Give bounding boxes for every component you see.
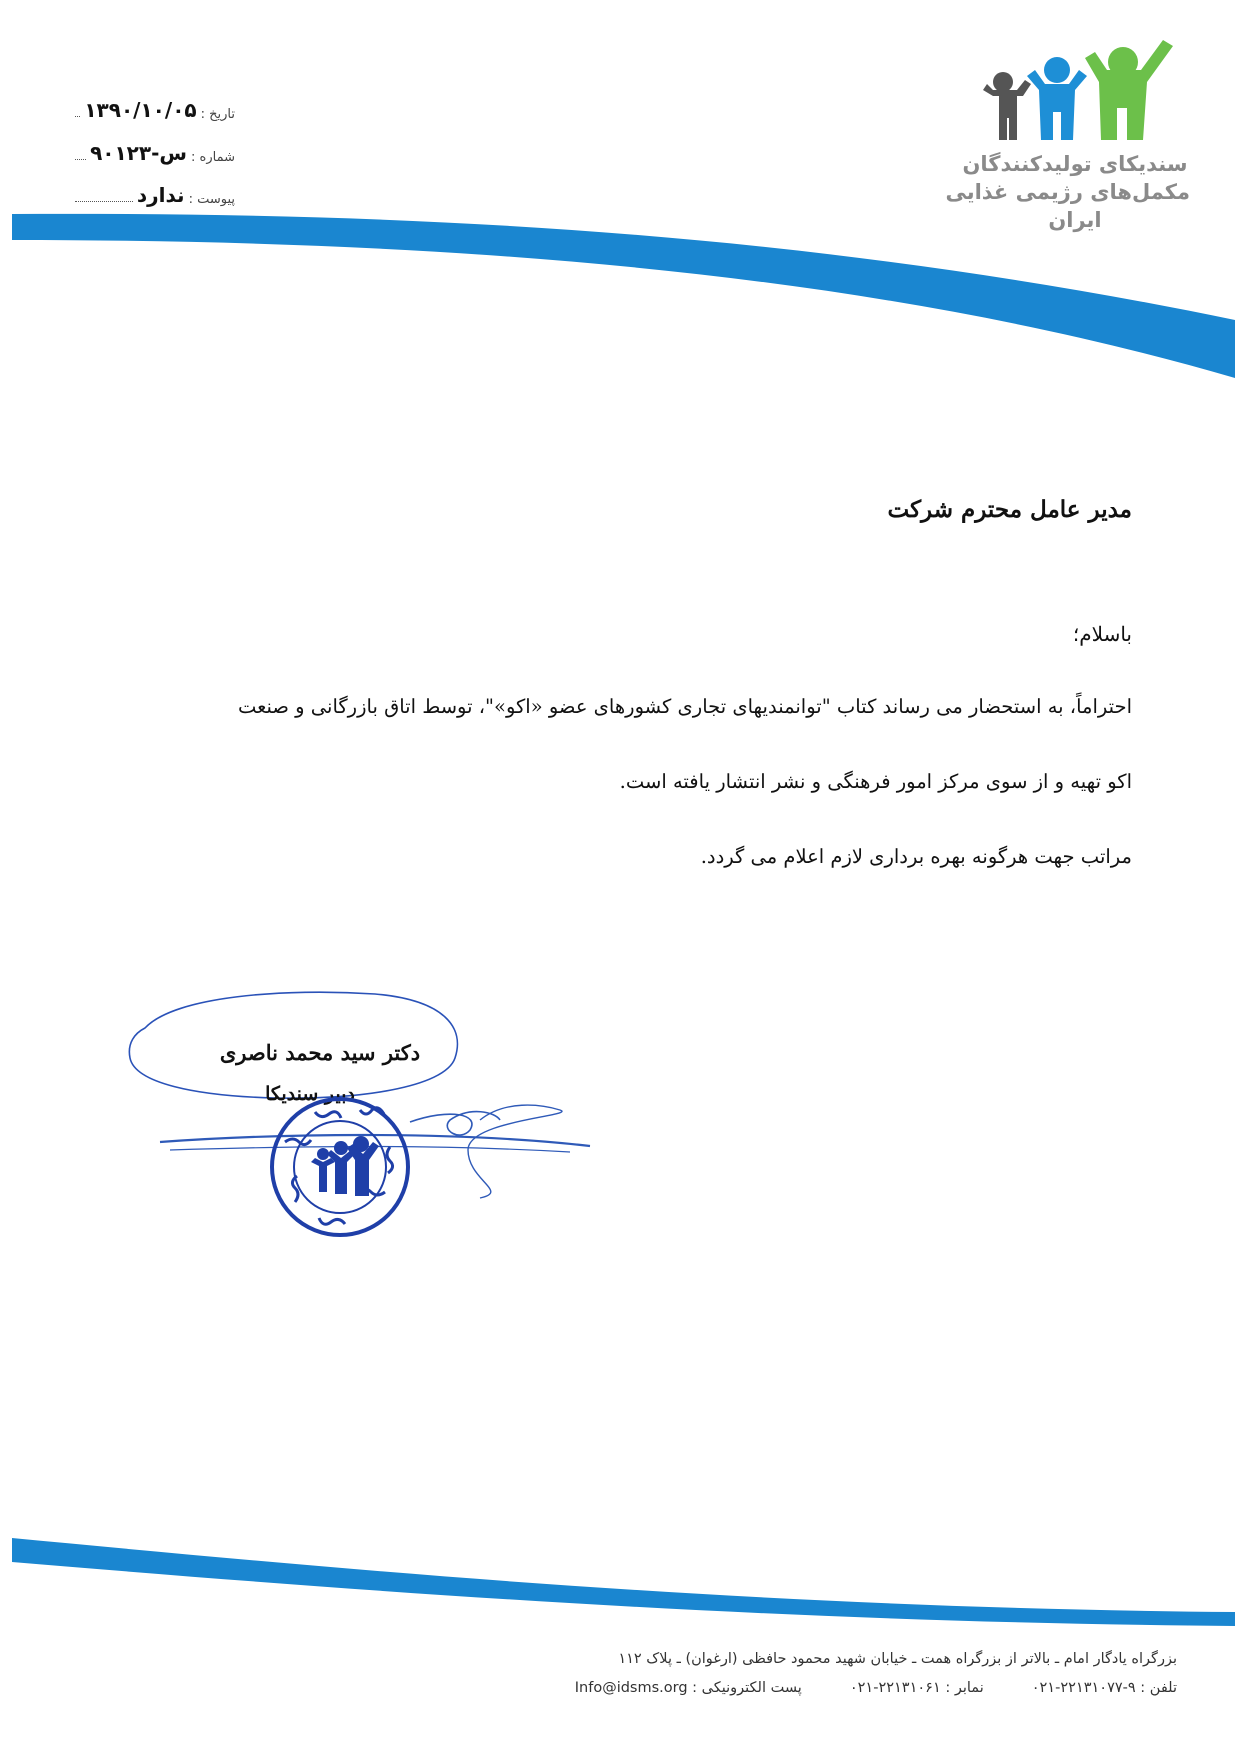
signatory-title: دبیر سندیکا — [265, 1083, 355, 1105]
footer-fax: نمابر : ۲۲۱۳۱۰۶۱-۰۲۱ — [849, 1680, 984, 1696]
logo-line-1: سندیکای تولیدکنندگان — [962, 152, 1188, 176]
date-dots — [75, 115, 80, 117]
logo-figures-icon — [975, 40, 1190, 150]
attachment-label: پیوست : — [188, 192, 235, 207]
body-line-2: اکو تهیه و از سوی مرکز امور فرهنگی و نشر انتشار یافته است. — [619, 770, 1132, 793]
number-dots — [75, 158, 86, 160]
number-value: س-۹۰۱۲۳ — [90, 141, 188, 165]
body-line-3: مراتب جهت هرگونه بهره برداری لازم اعلام می گردد. — [700, 845, 1132, 868]
footer-phone: تلفن : ۹-۲۲۱۳۱۰۷۷-۰۲۱ — [1031, 1680, 1177, 1696]
logo-line-3: ایران — [1048, 208, 1102, 232]
official-stamp — [265, 1092, 415, 1242]
number-row — [75, 135, 235, 165]
date-label: تاریخ : — [200, 107, 235, 122]
attachment-dots — [75, 200, 133, 202]
date-value: ۱۳۹۰/۱۰/۰۵ — [84, 98, 197, 122]
logo-line-2: مکمل‌های رژیمی غذایی — [945, 180, 1190, 204]
footer-email: پست الکترونیکی : Info@idsms.org — [574, 1680, 802, 1696]
number-label: شماره : — [191, 150, 235, 165]
footer-address: بزرگراه یادگار امام ـ بالاتر از بزرگراه همت ـ خیابان شهید محمود حافظی (ارغوان) ـ پلاک ۱۱۲ — [618, 1651, 1177, 1667]
signatory-name: دکتر سید محمد ناصری — [219, 1040, 421, 1065]
greeting: باسلام؛ — [1072, 622, 1132, 646]
footer-contact — [575, 1680, 1177, 1696]
footer-band — [0, 1530, 1235, 1640]
addressee: مدیر عامل محترم شرکت — [887, 496, 1132, 523]
body-line-1: احتراماً، به استحضار می رساند کتاب "توانمندیهای تجاری کشورهای عضو «اکو»"، توسط اتاق بازرگانی و صنعت — [237, 695, 1132, 718]
logo-text — [945, 150, 1190, 234]
attachment-value: ندارد — [136, 183, 185, 207]
date-row — [75, 92, 235, 122]
attachment-row — [75, 177, 235, 207]
